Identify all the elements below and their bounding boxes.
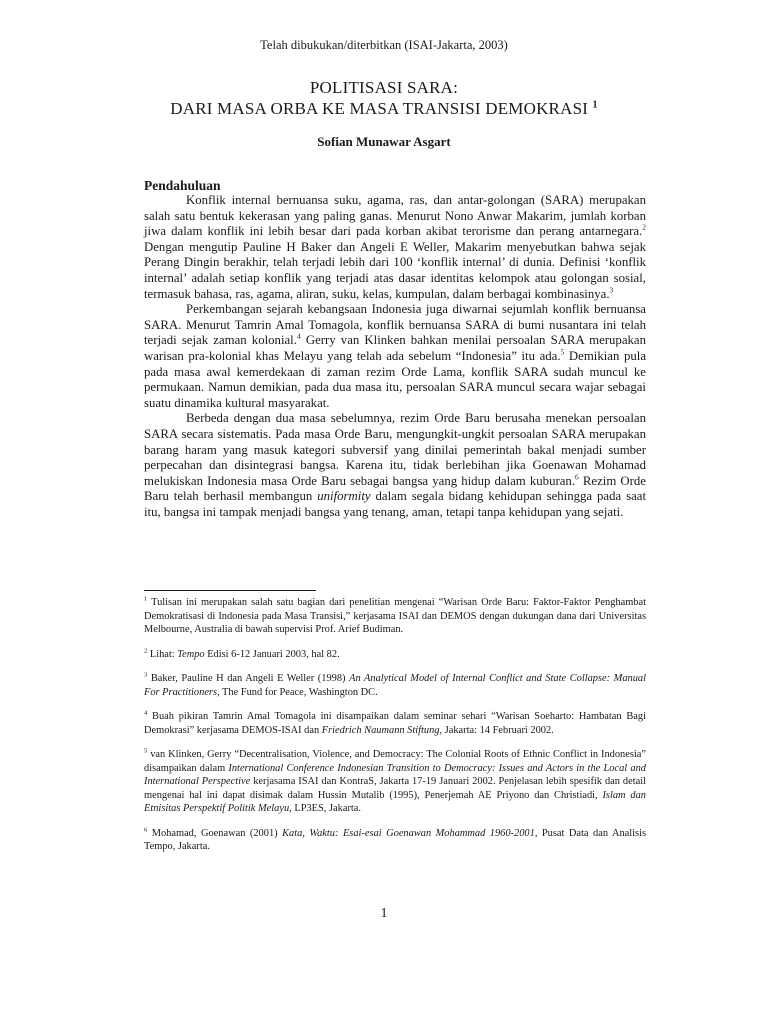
footnote-emphasis: Kata, Waktu: Esai-esai Goenawan Mohammad 1960-2001	[282, 827, 535, 839]
paragraph-3-text-c: dalam segala bidang kehidupan sehingga pada saat itu, bangsa ini tampak menjadi bangsa yang tenang, aman, tetapi tanpa kehidupan yang sejati.	[144, 489, 647, 519]
footnote-emphasis: An Analytical Model of Internal Conflict and State Collapse: Manual For Practitioners	[144, 673, 646, 698]
paragraph-2	[144, 302, 646, 411]
footnote-text: Buah pikiran Tamrin Amal Tomagola ini disampaikan dalam seminar sehari “Warisan Soeharto: Hambatan Bagi Demokrasi” kerjasama DEMOS-ISAI dan	[144, 711, 646, 736]
footnote-text: , Jakarta: 14 Februari 2002.	[439, 724, 554, 736]
paragraph-3-text-a: Berbeda dengan dua masa sebelumnya, rezim Orde Baru berusaha menekan persoalan SARA secara sistematis. Pada masa Orde Baru, mengungkit-ungkit persoalan SARA merupakan barang haram yang masuk kategori subversif yang dinilai pemerintah bakal menjadi sumber perpecahan dan disintegrasi bangsa. Karena itu, tidak berlebihan jika Goenawan Mohamad melukiskan Indonesia masa Orde Baru sebagai bangsa yang hidup dalam kuburan.	[144, 411, 646, 488]
footnote-text: Baker, Pauline H dan Angeli E Weller (1998)	[147, 673, 350, 684]
body-text	[144, 193, 646, 520]
title-line-2-text: DARI MASA ORBA KE MASA TRANSISI DEMOKRASI	[170, 99, 589, 118]
footnote-text: Edisi 6-12 Januari 2003, hal 82.	[204, 648, 340, 660]
footnote-text: Tulisan ini merupakan salah satu bagian dari penelitian mengenai “Warisan Orde Baru: Faktor-Faktor Penghambat Demokratisasi di Indonesia pada Masa Transisi,” kerjasama ISAI dan DEMOS dengan dukungan dana dari Universitas Melbourne, Australia di bawah supervisi Prof. Arief Budiman.	[144, 597, 646, 635]
author-name: Sofian Munawar Asgart	[317, 134, 451, 149]
paragraph-3-text-b: Rezim Orde Baru telah berhasil membangun	[144, 473, 646, 504]
footnote-ref-5[interactable]: 5	[560, 347, 565, 357]
footnote-4	[144, 710, 646, 737]
footnote-number: 4	[144, 709, 148, 717]
footnote-2	[144, 648, 646, 662]
paragraph-2-text-b: Gerry van Klinken bahkan menilai persoalan SARA merupakan warisan pra-kolonial khas Melayu yang telah ada sebelum “Indonesia” itu ada.	[144, 333, 646, 363]
footnote-emphasis: Tempo	[177, 648, 205, 660]
paragraph-3-emphasis: uniformity	[317, 489, 371, 504]
footnote-emphasis: Islam dan Etnisitas Perspektif Politik Melayu	[144, 789, 646, 814]
footnote-ref-2[interactable]: 2	[642, 222, 646, 232]
title-line-1: POLITISASI SARA:	[309, 78, 459, 97]
footnote-number: 3	[144, 671, 148, 679]
footnote-text: , The Fund for Peace, Washington DC.	[217, 686, 378, 698]
footnote-3	[144, 672, 646, 699]
footnote-6	[144, 827, 646, 854]
footnote-number: 6	[144, 826, 148, 834]
paragraph-2-text-a: Perkembangan sejarah kebangsaan Indonesia juga diwarnai sejumlah konflik bernuansa SARA. Menurut Tamrin Amal Tomagola, konflik bernuansa SARA di bumi nusantara ini telah terjadi sejak zaman kolonial.	[144, 302, 646, 348]
footnote-ref-4[interactable]: 4	[296, 332, 301, 342]
paragraph-1-text-b: Dengan mengutip Pauline H Baker dan Angeli E Weller, Makarim menyebutkan bahwa sejak Perang Dingin berakhir, telah terjadi lebih dari 100 ‘konflik internal’ di dunia. Definisi ‘konflik internal’ adalah setiap konflik yang terjadi atas dasar identitas kelompok atau golongan sosial, termasuk bahasa, ras, agama, aliran, suku, kelas, kumpulan, dalam berbagai kombinasinya.	[144, 239, 646, 301]
paragraph-2-text-c: Demikian pula pada masa awal kemerdekaan di zaman rezim Orde Lama, konflik SARA sudah muncul ke permukaan. Namun demikian, pada dua masa itu, persoalan SARA muncul secara wajar sebagai suatu dinamika kultural masyarakat.	[144, 348, 646, 410]
paragraph-1-text-a: Konflik internal bernuansa suku, agama, ras, dan antar-golongan (SARA) merupakan salah satu bentuk kekerasan yang paling ganas. Menurut Nono Anwar Makarim, jumlah korban jiwa dalam konflik ini lebih besar dari pada korban akibat terorisme dan perang antarnegara.	[144, 193, 646, 239]
footnote-text: kerjasama ISAI dan KontraS, Jakarta 17-19 Januari 2002. Penjelasan lebih spesifik dan detail mengenai hal ini dapat disimak dalam Hussin Mutalib (1995), Penerjemah AE Priyono dan Christiadi,	[144, 776, 646, 801]
footnote-number: 2	[144, 647, 148, 655]
footnote-text: van Klinken, Gerry “Decentralisation, Violence, and Democracy: The Colonial Roots of Ethnic Conflict in Indonesia” disampaikan dalam	[144, 749, 646, 774]
footnote-emphasis: Friedrich Naumann Stiftung	[321, 724, 440, 736]
paragraph-1	[144, 193, 646, 302]
section-heading: Pendahuluan	[144, 178, 221, 193]
article-title	[0, 77, 768, 119]
running-head: Telah dibukukan/diterbitkan (ISAI-Jakarta, 2003)	[260, 38, 508, 52]
footnote-ref-6[interactable]: 6	[575, 472, 579, 482]
page-number: 1	[380, 906, 388, 921]
footnote-ref-3[interactable]: 3	[609, 285, 614, 295]
footnote-separator	[144, 590, 316, 591]
footnote-text: Mohamad, Goenawan (2001)	[147, 827, 283, 839]
paragraph-3	[144, 411, 646, 520]
title-footnote-ref[interactable]: 1	[592, 99, 598, 111]
footnote-emphasis: International Conference Indonesian Transition to Democracy: Issues and Actors in the Local and International Perspective	[144, 762, 646, 787]
footnote-number: 5	[144, 747, 148, 755]
footnote-1	[144, 596, 646, 637]
footnotes	[144, 596, 646, 865]
footnote-5	[144, 748, 646, 816]
footnote-text: Lihat:	[147, 648, 178, 660]
footnote-text: , LP3ES, Jakarta.	[289, 803, 362, 814]
footnote-number: 1	[144, 595, 148, 603]
footnote-text: , Pusat Data dan Analisis Tempo, Jakarta.	[144, 827, 647, 852]
title-line-2	[0, 98, 768, 119]
